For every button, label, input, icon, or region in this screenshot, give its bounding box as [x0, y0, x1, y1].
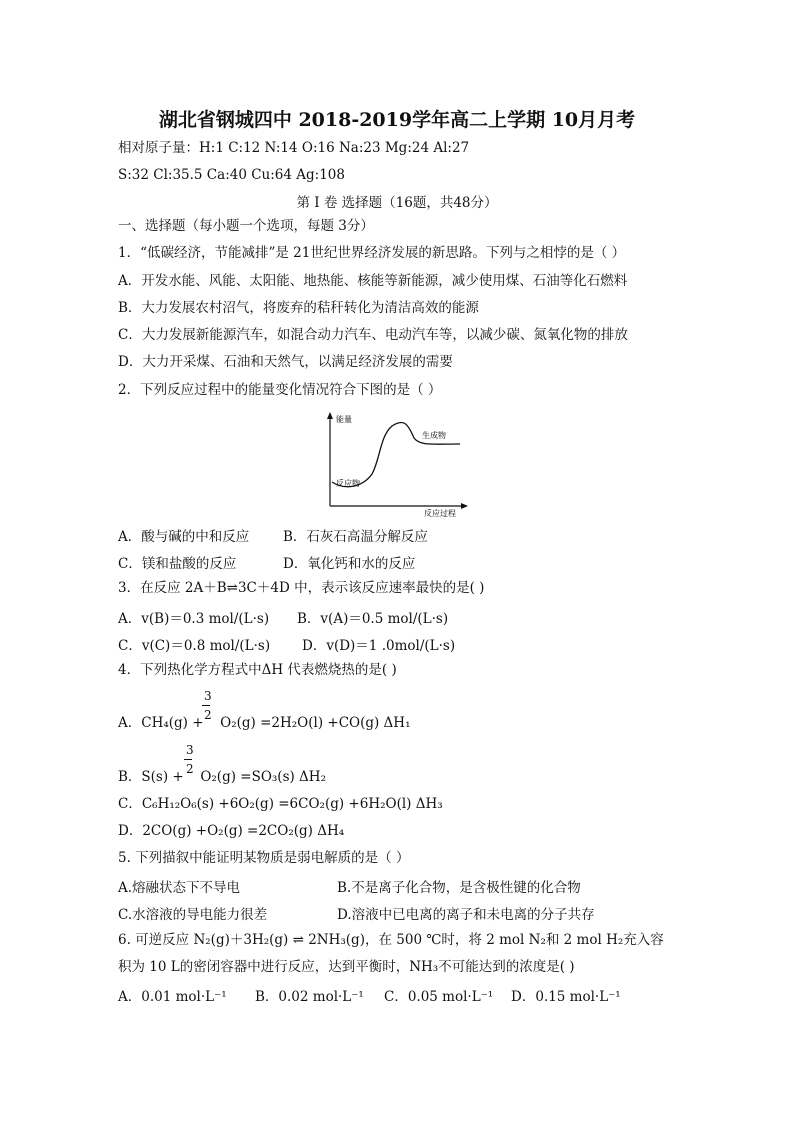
y-axis-arrow: [327, 412, 333, 419]
q4-b-frac-numerator: 3: [186, 743, 194, 757]
atomic-mass-line-1: 相对原子量：H:1 C:12 N:14 O:16 Na:23 Mg:24 Al:27: [118, 140, 470, 156]
q5-option-a: A.熔融状态下不导电: [118, 880, 241, 896]
q3-option-c: C．v(C)＝0.8 mol/(L·s): [118, 638, 271, 654]
q4-option-c: C．C₆H₁₂O₆(s) +6O₂(g) =6CO₂(g) +6H₂O(l) ΔH₃: [118, 796, 443, 812]
q4-stem: 4．下列热化学方程式中ΔH 代表燃烧热的是( ): [118, 662, 397, 678]
q1-option-d: D．大力开采煤、石油和天然气，以满足经济发展的需要: [118, 354, 453, 370]
graph-reactant-label: 反应物: [336, 479, 360, 488]
graph-product-label: 生成物: [422, 431, 446, 440]
q4-option-a-left: A．CH₄(g) +: [118, 715, 208, 731]
q2-option-b: B．石灰石高温分解反应: [283, 529, 428, 545]
q3-option-a: A．v(B)＝0.3 mol/(L·s): [118, 611, 270, 627]
q1-option-c: C．大力发展新能源汽车，如混合动力汽车、电动汽车等，以减少碳、氮氧化物的排放: [118, 327, 628, 343]
q6-option-d: D．0.15 mol·L⁻¹: [511, 989, 621, 1005]
q5-option-b: B.不是离子化合物，是含极性键的化合物: [337, 880, 581, 896]
q4-b-frac-denominator: 2: [186, 762, 194, 776]
graph-x-label: 反应过程: [424, 509, 456, 518]
q3-stem: 3．在反应 2A＋B⇌3C＋4D 中，表示该反应速率最快的是( ): [118, 580, 485, 596]
q2-option-c: C．镁和盐酸的反应: [118, 556, 237, 572]
q3-option-b: B．v(A)＝0.5 mol/(L·s): [297, 611, 449, 627]
q6-stem-line-2: 积为 10 L的密闭容器中进行反应，达到平衡时，NH₃不可能达到的浓度是( ): [118, 959, 575, 975]
graph-y-label: 能量: [336, 415, 352, 424]
q4-option-b-left: B．S(s) +: [118, 769, 189, 785]
q6-stem-line-1: 6. 可逆反应 N₂(g)＋3H₂(g) ⇌ 2NH₃(g)，在 500 ℃时，将 2 mol N₂和 2 mol H₂充入容: [118, 932, 664, 948]
q4-option-b: [118, 768, 326, 786]
q1-stem: 1．“低碳经济，节能减排”是 21世纪世界经济发展的新思路。下列与之相悖的是（ ）: [118, 245, 626, 261]
q4-b-frac-bar: [184, 759, 192, 760]
q6-option-a: A．0.01 mol·L⁻¹: [118, 989, 227, 1005]
q4-a-frac-numerator: 3: [204, 689, 212, 703]
q4-option-d: D．2CO(g) +O₂(g) =2CO₂(g) ΔH₄: [118, 823, 345, 839]
q2-stem: 2．下列反应过程中的能量变化情况符合下图的是（ ）: [118, 382, 442, 398]
q2-option-a: A．酸与碱的中和反应: [118, 529, 250, 545]
q6-option-b: B．0.02 mol·L⁻¹: [255, 989, 364, 1005]
q4-a-frac-denominator: 2: [204, 708, 212, 722]
atomic-mass-line-2: S:32 Cl:35.5 Ca:40 Cu:64 Ag:108: [118, 167, 345, 183]
q4-option-a: [118, 714, 411, 732]
energy-diagram: [322, 410, 472, 518]
q1-option-a: A．开发水能、风能、太阳能、地热能、核能等新能源，减少使用煤、石油等化石燃料: [118, 273, 628, 289]
section-header: 第 I 卷 选择题（16题，共48分）: [296, 195, 498, 211]
q1-option-b: B．大力发展农村沼气，将废弃的秸秆转化为清洁高效的能源: [118, 300, 479, 316]
page-title: 湖北省钢城四中 2018-2019学年高二上学期 10月月考: [158, 109, 636, 131]
q5-stem: 5. 下列描叙中能证明某物质是弱电解质的是（ ）: [118, 850, 410, 866]
q4-a-frac-bar: [202, 705, 210, 706]
q4-option-a-right: O₂(g) =2H₂O(l) +CO(g) ΔH₁: [215, 715, 411, 731]
q2-option-d: D．氧化钙和水的反应: [283, 556, 416, 572]
x-axis-arrow: [461, 503, 468, 509]
q3-option-d: D．v(D)＝1 .0mol/(L·s): [302, 638, 456, 654]
q6-option-c: C．0.05 mol·L⁻¹: [384, 989, 494, 1005]
q5-option-d: D.溶液中已电离的离子和未电离的分子共存: [337, 907, 595, 923]
part-header: 一、选择题（每小题一个选项，每题 3分）: [118, 218, 374, 234]
q4-option-b-right: O₂(g) =SO₃(s) ΔH₂: [196, 769, 326, 785]
q5-option-c: C.水溶液的导电能力很差: [118, 907, 268, 923]
